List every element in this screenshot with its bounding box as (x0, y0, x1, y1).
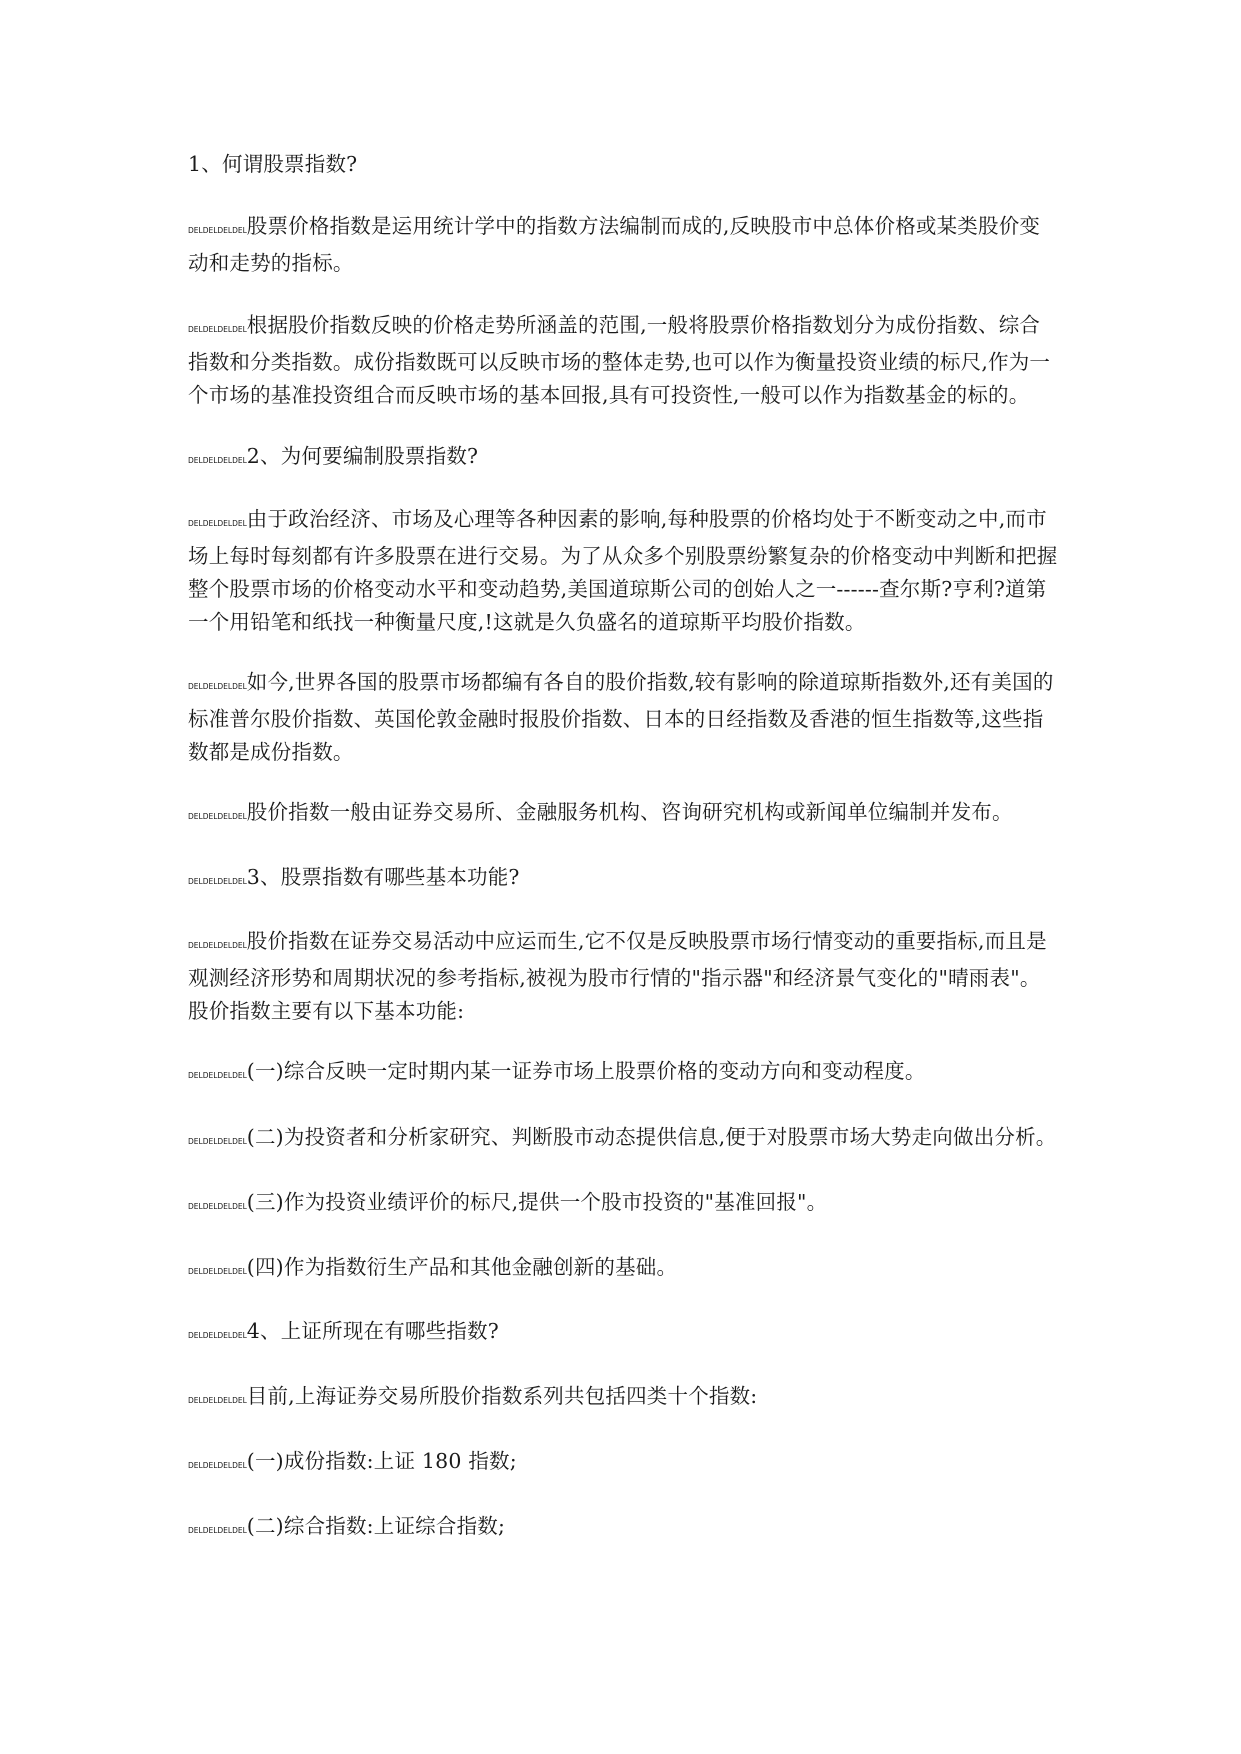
del-prefix: DELDELDELDEL (188, 325, 247, 334)
paragraph-sse-indices (188, 1380, 1060, 1417)
heading-2 (188, 440, 1060, 477)
paragraph-text: (一)综合反映一定时期内某一证券市场上股票价格的变动方向和变动程度。 (246, 1059, 926, 1083)
del-prefix: DELDELDELDEL (188, 941, 247, 950)
del-prefix: DELDELDELDEL (188, 519, 247, 528)
list-item-function-4 (188, 1251, 1060, 1288)
paragraph-world-indices (188, 666, 1060, 769)
del-prefix: DELDELDELDEL (188, 1396, 247, 1405)
del-prefix: DELDELDELDEL (188, 1461, 247, 1470)
paragraph-text: (二)为投资者和分析家研究、判断股市动态提供信息,便于对股票市场大势走向做出分析。 (246, 1125, 1057, 1149)
del-prefix: DELDELDELDEL (188, 812, 247, 821)
paragraph-history (188, 503, 1060, 639)
list-item-function-3 (188, 1186, 1060, 1223)
heading-3 (188, 861, 1060, 898)
paragraph-text: 由于政治经济、市场及心理等各种因素的影响,每种股票的价格均处于不断变动之中,而市场上每时每刻都有许多股票在进行交易。为了从众多个别股票纷繁复杂的价格变动中判断和把握整个股票市场的价格变动水平和变动趋势,美国道琼斯公司的创始人之一------查尔斯?亨利?道第一个用铅笔和纸找一种衡量尺度,!这就是久负盛名的道琼斯平均股价指数。 (188, 507, 1058, 634)
paragraph-text: 股价指数在证券交易活动中应运而生,它不仅是反映股票市场行情变动的重要指标,而且是观测经济形势和周期状况的参考指标,被视为股市行情的"指示器"和经济景气变化的"晴雨表"。股价指数主要有以下基本功能: (188, 929, 1047, 1023)
list-item-index-1 (188, 1445, 1060, 1482)
paragraph-text: 1、何谓股票指数? (188, 152, 358, 176)
heading-1 (188, 148, 1060, 181)
paragraph-text: 2、为何要编制股票指数? (246, 444, 479, 468)
del-prefix: DELDELDELDEL (188, 877, 247, 886)
paragraph-text: (三)作为投资业绩评价的标尺,提供一个股市投资的"基准回报"。 (246, 1190, 828, 1214)
del-prefix: DELDELDELDEL (188, 226, 247, 235)
paragraph-publishers (188, 796, 1060, 833)
list-item-function-1 (188, 1055, 1060, 1092)
del-prefix: DELDELDELDEL (188, 456, 247, 465)
paragraph-text: 如今,世界各国的股票市场都编有各自的股价指数,较有影响的除道琼斯指数外,还有美国的标准普尔股价指数、英国伦敦金融时报股价指数、日本的日经指数及香港的恒生指数等,这些指数都是成份指数。 (188, 670, 1054, 764)
list-item-function-2 (188, 1121, 1060, 1158)
paragraph-definition (188, 210, 1060, 280)
paragraph-functions-intro (188, 925, 1060, 1028)
paragraph-text: 股价指数一般由证券交易所、金融服务机构、咨询研究机构或新闻单位编制并发布。 (246, 800, 1013, 824)
paragraph-text: 根据股价指数反映的价格走势所涵盖的范围,一般将股票价格指数划分为成份指数、综合指数和分类指数。成份指数既可以反映市场的整体走势,也可以作为衡量投资业绩的标尺,作为一个市场的基准投资组合而反映市场的基本回报,具有可投资性,一般可以作为指数基金的标的。 (188, 313, 1051, 407)
del-prefix: DELDELDELDEL (188, 1526, 247, 1535)
paragraph-text: 股票价格指数是运用统计学中的指数方法编制而成的,反映股市中总体价格或某类股价变动和走势的指标。 (188, 214, 1041, 275)
paragraph-text: (二)综合指数:上证综合指数; (246, 1514, 506, 1538)
paragraph-text: (一)成份指数:上证 180 指数; (246, 1449, 517, 1473)
del-prefix: DELDELDELDEL (188, 1137, 247, 1146)
paragraph-text: 3、股票指数有哪些基本功能? (246, 865, 520, 889)
del-prefix: DELDELDELDEL (188, 1331, 247, 1340)
del-prefix: DELDELDELDEL (188, 1267, 247, 1276)
paragraph-classification (188, 309, 1060, 412)
paragraph-text: 4、上证所现在有哪些指数? (246, 1319, 499, 1343)
list-item-index-2 (188, 1510, 1060, 1547)
paragraph-text: (四)作为指数衍生产品和其他金融创新的基础。 (246, 1255, 678, 1279)
del-prefix: DELDELDELDEL (188, 682, 247, 691)
heading-4 (188, 1315, 1060, 1352)
paragraph-text: 目前,上海证券交易所股价指数系列共包括四类十个指数: (246, 1384, 758, 1408)
del-prefix: DELDELDELDEL (188, 1071, 247, 1080)
del-prefix: DELDELDELDEL (188, 1202, 247, 1211)
